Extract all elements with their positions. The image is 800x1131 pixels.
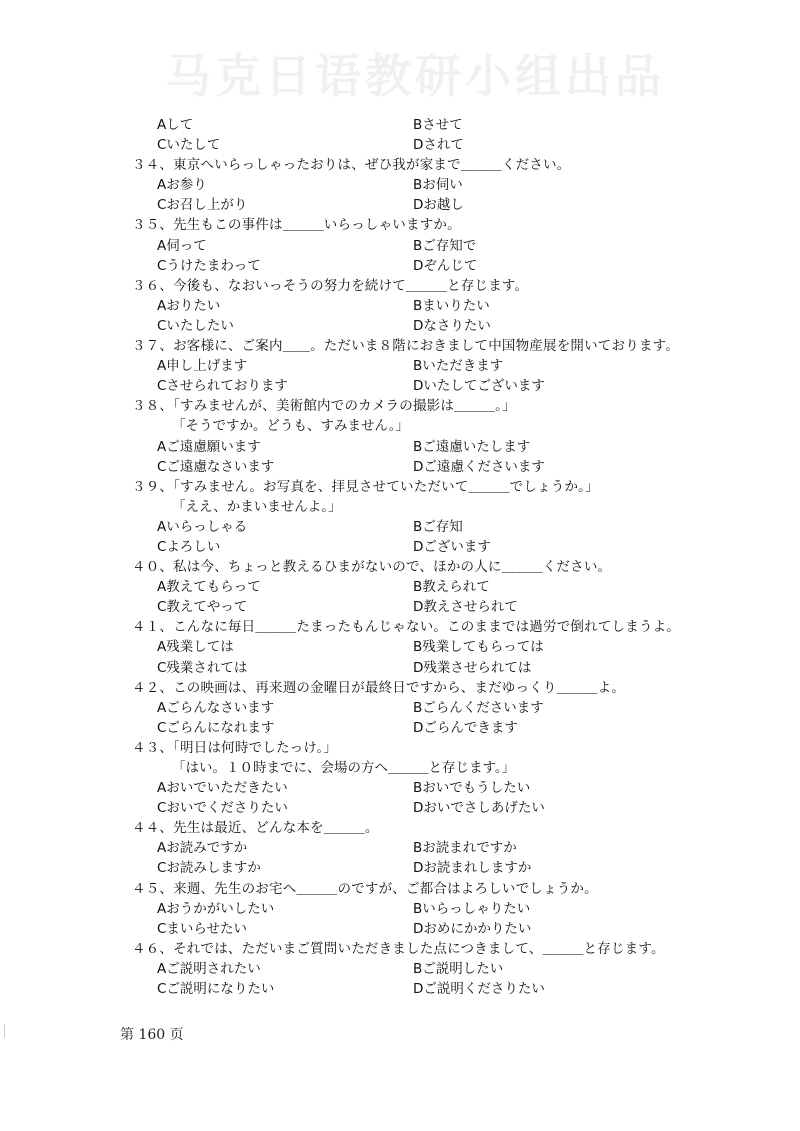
question-text: ４０、私は今、ちょっと教えるひまがないので、ほかの人に＿＿＿ください。 — [132, 559, 612, 576]
question-dialogue: 「ええ、かまいませんよ。」 — [172, 498, 342, 515]
option-right: Bいらっしゃりたい — [413, 900, 531, 917]
options-row — [132, 135, 772, 155]
option-left: Cごらんになれます — [157, 719, 275, 736]
options-row — [132, 256, 772, 276]
option-right: D残業させられては — [413, 659, 532, 676]
options-row — [132, 959, 772, 979]
option-left: Aお参り — [157, 177, 207, 194]
question-text: ３５、先生もこの事件は＿＿＿いらっしゃいますか。 — [132, 217, 461, 234]
question-dialogue: 「そうですか。どうも、すみません。」 — [172, 418, 410, 435]
option-left: Cうけたまわって — [157, 257, 261, 274]
options-row — [132, 115, 772, 135]
options-row — [132, 195, 772, 215]
options-row — [132, 919, 772, 939]
option-right: Dご遠慮くださいます — [413, 458, 545, 475]
option-left: Aお読みですか — [157, 840, 248, 857]
option-right: Dお読まれしますか — [413, 860, 532, 877]
question-text: ４６、それでは、ただいまご質問いただきました点につきまして、＿＿＿と存じます。 — [132, 940, 665, 957]
option-right: Bお伺い — [413, 177, 463, 194]
options-row — [132, 517, 772, 537]
question-text: ４３、「明日は何時でしたっけ。」 — [132, 739, 338, 756]
options-row — [132, 798, 772, 818]
options-row — [132, 597, 772, 617]
options-row — [132, 577, 772, 597]
option-left: Cよろしい — [157, 538, 221, 555]
option-right: Dされて — [413, 137, 464, 154]
options-row — [132, 537, 772, 557]
option-left: Aおりたい — [157, 297, 221, 314]
question-text: ３４、東京へいらっしゃったおりは、ぜひ我が家まで＿＿＿ください。 — [132, 157, 571, 174]
scan-edge-mark — [4, 1024, 5, 1038]
option-left: Cまいらせたい — [157, 920, 248, 937]
option-right: Dお越し — [413, 197, 464, 214]
option-left: Aおうかがいしたい — [157, 900, 275, 917]
option-left: Aご説明されたい — [157, 960, 261, 977]
option-left: Aごらんなさいます — [157, 699, 275, 716]
question-text: ３７、お客様に、ご案内＿＿。ただいま８階におきまして中国物産展を開いております。 — [132, 338, 679, 355]
option-left: Cいたしたい — [157, 317, 234, 334]
options-row — [132, 899, 772, 919]
options-row — [132, 838, 772, 858]
question-text: ４４、先生は最近、どんな本を＿＿＿。 — [132, 820, 379, 837]
option-right: Dなさりたい — [413, 317, 491, 334]
question-text: ３８、「すみませんが、美術館内でのカメラの撮影は＿＿＿。」 — [132, 398, 516, 415]
option-right: Bおいでもうしたい — [413, 780, 531, 797]
option-left: Cおいでくださりたい — [157, 800, 288, 817]
option-right: Bご遠慮いたします — [413, 438, 531, 455]
option-left: Cお召し上がり — [157, 197, 248, 214]
options-row — [132, 979, 772, 999]
options-row — [132, 457, 772, 477]
option-right: Dおいでさしあげたい — [413, 800, 545, 817]
option-right: Bお読まれですか — [413, 840, 517, 857]
question-text: ４２、この映画は、再来週の金曜日が最終日ですから、まだゆっくり＿＿＿よ。 — [132, 679, 626, 696]
option-left: Aご遠慮願います — [157, 438, 261, 455]
options-row — [132, 778, 772, 798]
options-row — [132, 236, 772, 256]
option-right: Dございます — [413, 538, 491, 555]
option-right: Dご説明くださりたい — [413, 981, 545, 998]
option-right: Bご説明したい — [413, 960, 504, 977]
options-row — [132, 296, 772, 316]
options-row — [132, 356, 772, 376]
option-left: Aいらっしゃる — [157, 518, 248, 535]
option-right: Bまいりたい — [413, 297, 490, 314]
option-right: Bごらんくださいます — [413, 699, 544, 716]
option-left: A申し上げます — [157, 358, 248, 375]
options-row — [132, 637, 772, 657]
option-right: Dいたしてございます — [413, 378, 545, 395]
options-row — [132, 718, 772, 738]
question-list — [132, 115, 772, 999]
option-left: A残業しては — [157, 639, 234, 656]
question-text: ３９、「すみません。お写真を、拝見させていただいて＿＿＿でしょうか。」 — [132, 478, 599, 495]
option-left: A教えてもらって — [157, 579, 261, 596]
options-row — [132, 437, 772, 457]
question-text: ３６、今後も、なおいっそうの努力を続けて＿＿＿と存じます。 — [132, 277, 529, 294]
option-right: Dおめにかかりたい — [413, 920, 532, 937]
options-row — [132, 858, 772, 878]
option-left: C教えてやって — [157, 599, 248, 616]
option-right: Bいただきます — [413, 358, 504, 375]
option-left: C残業されては — [157, 659, 248, 676]
option-left: Aおいでいただきたい — [157, 780, 288, 797]
option-right: Dぞんじて — [413, 257, 478, 274]
option-left: Cいたして — [157, 137, 221, 154]
option-left: A伺って — [157, 237, 207, 254]
option-right: Bご存知で — [413, 237, 477, 254]
option-left: Cご遠慮なさいます — [157, 458, 275, 475]
question-text: ４１、こんなに毎日＿＿＿たまったもんじゃない。このままでは過労で倒れてしまうよ。 — [132, 619, 680, 636]
option-left: Aして — [157, 117, 194, 133]
options-row — [132, 175, 772, 195]
watermark: 马克日语教研小组出品 — [165, 49, 665, 103]
option-right: Bご存知 — [413, 518, 463, 535]
question-dialogue: 「はい。１０時までに、会場の方へ＿＿＿と存じます。」 — [172, 760, 516, 776]
options-row — [132, 658, 772, 678]
option-right: Bさせて — [413, 117, 463, 133]
option-right: B残業してもらっては — [413, 639, 544, 656]
question-text: ４５、来週、先生のお宅へ＿＿＿のですが、ご都合はよろしいでしょうか。 — [132, 880, 598, 897]
option-left: Cお読みしますか — [157, 860, 261, 877]
options-row — [132, 376, 772, 396]
option-right: B教えられて — [413, 579, 490, 596]
option-left: Cさせられております — [157, 378, 288, 395]
options-row — [132, 316, 772, 336]
option-left: Cご説明になりたい — [157, 981, 275, 998]
options-row — [132, 698, 772, 718]
option-right: Dごらんできます — [413, 719, 518, 736]
option-right: D教えさせられて — [413, 599, 518, 616]
page-number: 第 160 页 — [120, 1027, 184, 1043]
